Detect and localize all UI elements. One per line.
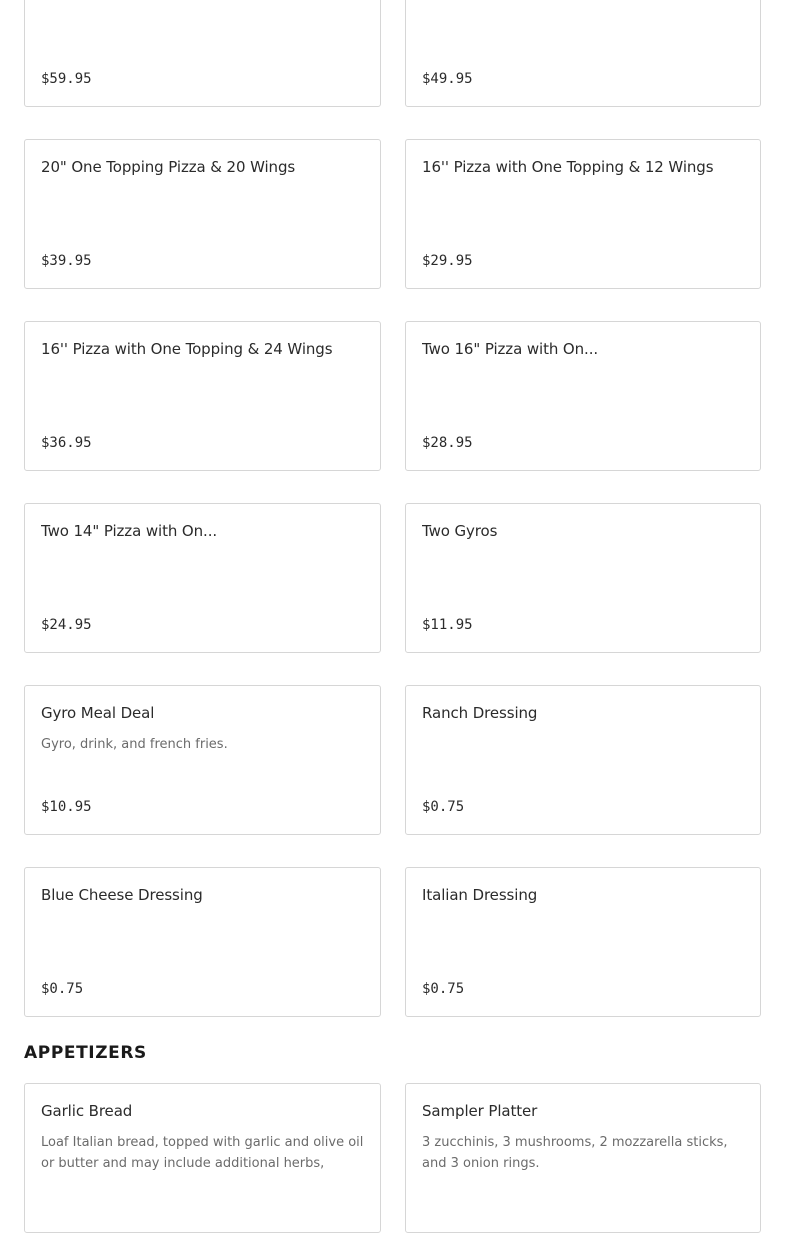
- menu-item-name: Gyro Meal Deal: [41, 704, 155, 722]
- menu-item-card[interactable]: [405, 321, 761, 471]
- menu-item-price: $59.95: [41, 71, 92, 87]
- menu-item-name: Two Gyros: [422, 522, 498, 540]
- menu-item-card[interactable]: [405, 867, 761, 1017]
- menu-item-price: $28.95: [422, 435, 473, 451]
- menu-item-price: $29.95: [422, 253, 473, 269]
- menu-item-card[interactable]: [405, 503, 761, 653]
- menu-item-price: $10.95: [41, 799, 92, 815]
- menu-item-description: 3 zucchinis, 3 mushrooms, 2 mozzarella sticks, and 3 onion rings.: [422, 1135, 728, 1171]
- menu-item-grid: [24, 0, 761, 1017]
- menu-item-card[interactable]: [24, 1083, 381, 1233]
- menu-item-name: 16'' Pizza with One Topping & 12 Wings: [422, 158, 714, 176]
- menu-item-price: $0.75: [41, 981, 84, 997]
- menu-item-card[interactable]: [405, 685, 761, 835]
- menu-item-name: Italian Dressing: [422, 886, 538, 904]
- menu-item-card[interactable]: [405, 1083, 761, 1233]
- menu-item-name: Sampler Platter: [422, 1102, 538, 1120]
- menu-item-price: $0.75: [422, 799, 465, 815]
- menu-item-price: $24.95: [41, 617, 92, 633]
- menu-item-name: Two 16" Pizza with On...: [422, 340, 599, 358]
- menu-item-name: 20" One Topping Pizza & 20 Wings: [41, 158, 296, 176]
- menu-item-card[interactable]: [24, 0, 381, 107]
- menu-item-name: Garlic Bread: [41, 1102, 133, 1120]
- menu-item-description: Gyro, drink, and french fries.: [41, 737, 228, 752]
- menu-item-card[interactable]: [24, 321, 381, 471]
- menu-item-card[interactable]: [405, 139, 761, 289]
- menu-item-name: Blue Cheese Dressing: [41, 886, 203, 904]
- menu-item-card[interactable]: [24, 139, 381, 289]
- menu-item-price: $39.95: [41, 253, 92, 269]
- section-title-appetizers: APPETIZERS: [24, 1043, 147, 1063]
- menu-item-price: $36.95: [41, 435, 92, 451]
- menu-item-card[interactable]: [405, 0, 761, 107]
- menu-item-price: $49.95: [422, 71, 473, 87]
- menu-item-name: 16'' Pizza with One Topping & 24 Wings: [41, 340, 333, 358]
- menu-item-card[interactable]: [24, 685, 381, 835]
- menu-item-description: Loaf Italian bread, topped with garlic and olive oil or butter and may include additional herbs,: [41, 1135, 364, 1171]
- menu-item-price: $11.95: [422, 617, 473, 633]
- menu-item-name: Ranch Dressing: [422, 704, 538, 722]
- menu-item-price: $0.75: [422, 981, 465, 997]
- menu-item-card[interactable]: [24, 867, 381, 1017]
- menu-item-card[interactable]: [24, 503, 381, 653]
- menu-item-name: Two 14" Pizza with On...: [41, 522, 218, 540]
- menu-page: [24, 0, 761, 1233]
- appetizers-grid: [24, 1083, 761, 1233]
